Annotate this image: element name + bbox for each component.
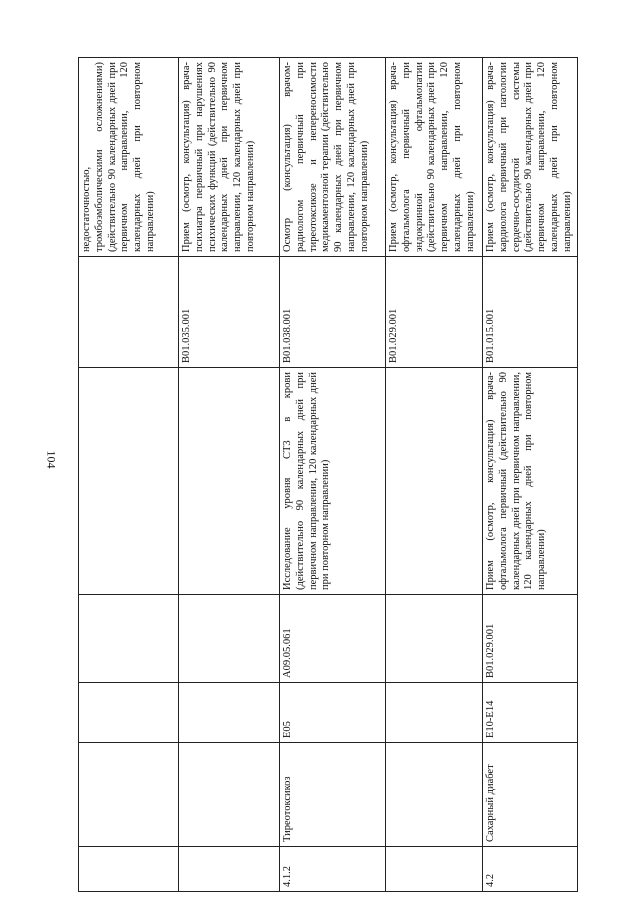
referral-table [78,57,578,892]
referral-description: недостаточностью, тромбоэмболическими осложнениями) (действительно 90 календарных дней при первичном направлении, 120 календарных дней при повторном направлении) [79,58,179,257]
disease-name [386,743,483,847]
disease-name [179,743,280,847]
service-code [179,595,280,683]
service-description [386,368,483,595]
service-description: Исследование уровня СТ3 в крови (действительно 90 календарных дней при первичном направлении, 120 календарных дней при повторном направлении) [280,368,386,595]
service-code [386,595,483,683]
referral-description: Осмотр (консультация) врачом-радиологом первичный при тиреотоксикозе и непереносимости медикаментозной терапии (действительно 90 календарных дней при первичном направлении, 120 календарных дней при повторном направлении) [280,58,386,257]
table-row [280,58,386,892]
referral-description: Прием (осмотр, консультация) врача-кардиолога первичный при патологии сердечно-сосудистой системы (действительно 90 календарных дней при первичном направлении, 120 календарных дней при повторном направлении) [483,58,578,257]
icd-code [79,683,179,743]
rotated-table-container [78,58,577,892]
row-number: 4.2 [483,847,578,892]
referral-code: B01.015.001 [483,257,578,368]
referral-description: Прием (осмотр, консультация) врача-психиатра первичный при нарушениях психических функций (действительно 90 календарных дней при первичном направлении, 120 календарных дней при повторном направлении) [179,58,280,257]
icd-code [386,683,483,743]
referral-code: B01.035.001 [179,257,280,368]
service-code [79,595,179,683]
table-row [483,58,578,892]
icd-code [179,683,280,743]
page-number: 104 [44,450,59,469]
referral-code [79,257,179,368]
row-number [179,847,280,892]
service-description: Прием (осмотр, консультация) врача-офтальмолога первичный (действительно 90 календарных дней при первичном направлении, 120 календарных дней при повторном направлении) [483,368,578,595]
table-row [79,58,179,892]
icd-code: E05 [280,683,386,743]
row-number [386,847,483,892]
referral-description: Прием (осмотр, консультация) врача-офтальмолога первичный при эндокринной офтальмопатии (действительно 90 календарных дней при первичном направлении, 120 календарных дней при повторном направлении) [386,58,483,257]
referral-code: B01.029.001 [386,257,483,368]
row-number: 4.1.2 [280,847,386,892]
disease-name: Тиреотоксикоз [280,743,386,847]
disease-name [79,743,179,847]
service-description [179,368,280,595]
service-description [79,368,179,595]
service-code: B01.029.001 [483,595,578,683]
row-number [79,847,179,892]
icd-code: E10-E14 [483,683,578,743]
referral-code: B01.038.001 [280,257,386,368]
service-code: A09.05.061 [280,595,386,683]
table-row [386,58,483,892]
table-row [179,58,280,892]
disease-name: Сахарный диабет [483,743,578,847]
